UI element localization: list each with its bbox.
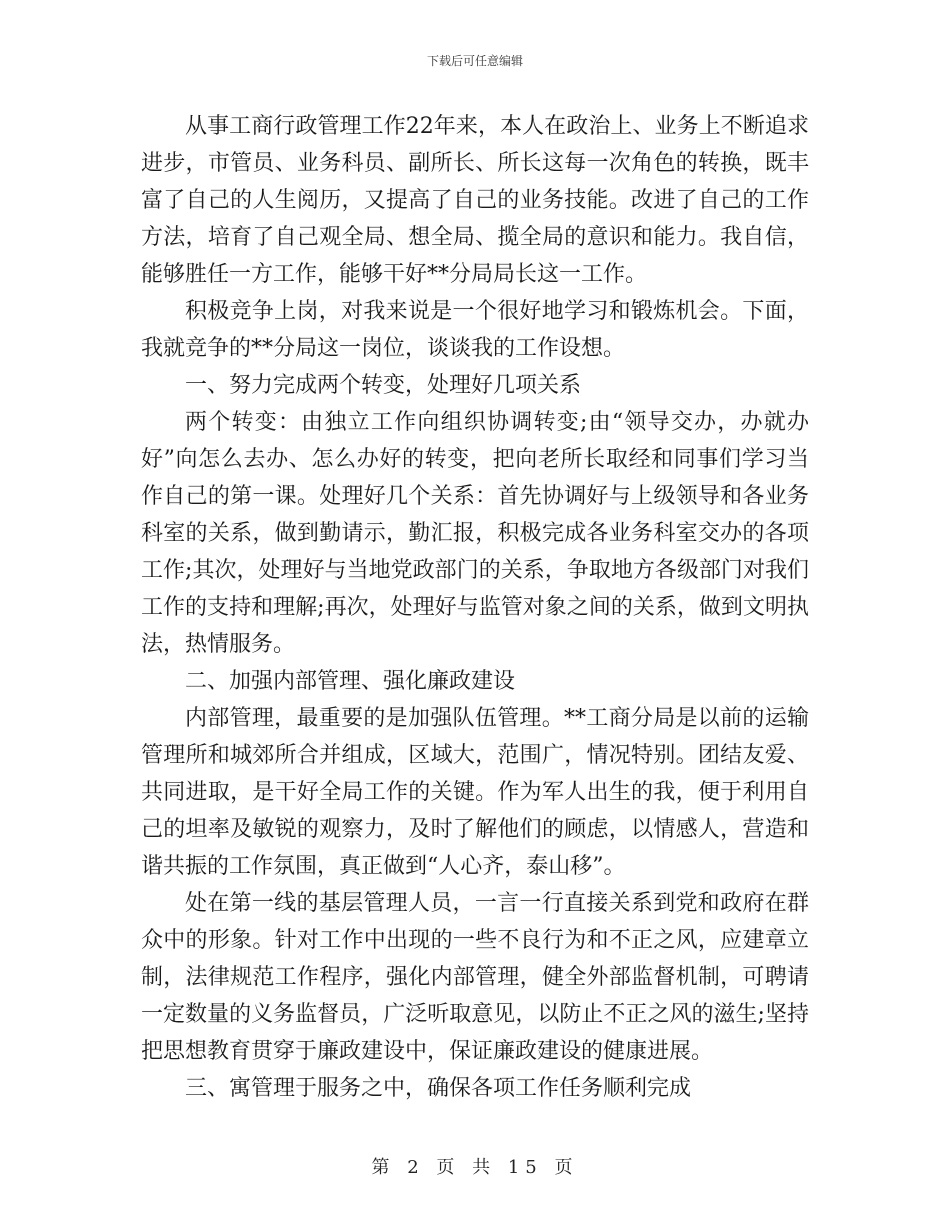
paragraph-1: 从事工商行政管理工作22年来，本人在政治上、业务上不断追求进步，市管员、业务科员、副所长、所长这每一次角色的转换，既丰富了自己的人生阅历，又提高了自己的业务技能。改进了自己的工作方法，培育了自己观全局、想全局、揽全局的意识和能力。我自信，能够胜任一方工作，能够干好**分局局长这一工作。 [141,114,809,287]
paragraph-2: 积极竞争上岗，对我来说是一个很好地学习和锻炼机会。下面，我就竞争的**分局这一岗位，谈谈我的工作设想。 [141,299,809,361]
page-header: 下载后可任意编辑 [426,54,523,68]
section-heading-2: 二、加强内部管理、强化廉政建设 [185,669,516,694]
section-heading-1: 一、努力完成两个转变，处理好几项关系 [185,373,582,398]
page-footer: 第 2 页 共 15 页 [371,1157,579,1178]
section-heading-3: 三、寓管理于服务之中，确保各项工作任务顺利完成 [185,1076,692,1101]
paragraph-4: 内部管理，最重要的是加强队伍管理。**工商分局是以前的运输管理所和城郊所合并组成，区域大，范围广，情况特别。团结友爱、共同进取，是干好全局工作的关键。作为军人出生的我，便于利用自己的坦率及敏锐的观察力，及时了解他们的顾虑，以情感人，营造和谐共振的工作氛围，真正做到“人心齐，泰山移”。 [141,706,809,879]
paragraph-3: 两个转变：由独立工作向组织协调转变;由“领导交办，办就办好”向怎么去办、怎么办好的转变，把向老所长取经和同事们学习当作自己的第一课。处理好几个关系：首先协调好与上级领导和各业务科室的关系，做到勤请示，勤汇报，积极完成各业务科室交办的各项工作;其次，处理好与当地党政部门的关系，争取地方各级部门对我们工作的支持和理解;再次，处理好与监管对象之间的关系，做到文明执法，热情服务。 [141,410,809,657]
paragraph-5: 处在第一线的基层管理人员，一言一行直接关系到党和政府在群众中的形象。针对工作中出现的一些不良行为和不正之风，应建章立制，法律规范工作程序，强化内部管理，健全外部监督机制，可聘请一定数量的义务监督员，广泛听取意见，以防止不正之风的滋生;坚持把思想教育贯穿于廉政建设中，保证廉政建设的健康进展。 [141,891,809,1064]
document-body [141,108,809,1107]
